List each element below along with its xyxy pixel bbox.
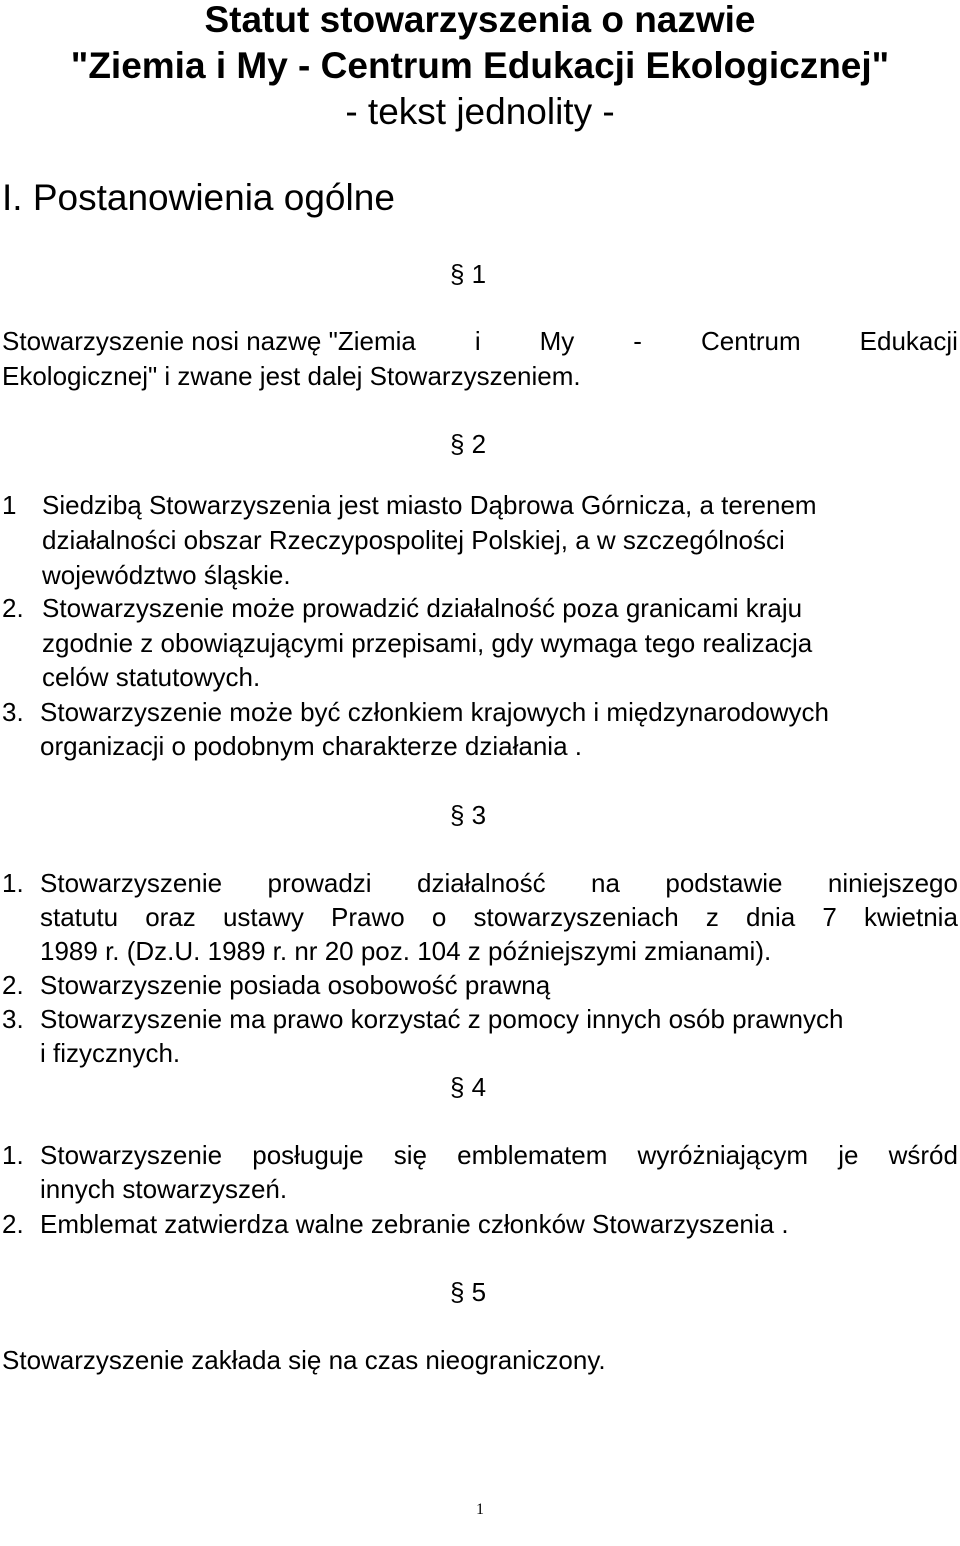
word: Centrum	[700, 326, 801, 356]
paragraph-line: Emblemat zatwierdza walne zebranie członków Stowarzyszenia .	[40, 1209, 789, 1239]
word: niniejszego	[827, 868, 958, 898]
paragraph-line	[40, 901, 958, 933]
word: o	[431, 902, 447, 932]
word: posługuje	[252, 1140, 364, 1170]
paragraph-line: organizacji o podobnym charakterze działania .	[40, 731, 582, 761]
word: i	[474, 326, 481, 356]
document-title-line1: Statut stowarzyszenia o nazwie	[204, 0, 756, 40]
list-number: 1	[2, 490, 17, 520]
word: Stowarzyszenie nosi nazwę "Ziemia	[2, 326, 416, 356]
list-number: 3.	[2, 1004, 24, 1034]
list-number: 1.	[2, 868, 24, 898]
list-number: 2.	[2, 593, 24, 623]
word: je	[838, 1140, 859, 1170]
document-subtitle: - tekst jednolity -	[345, 91, 615, 132]
paragraph-line: Stowarzyszenie posiada osobowość prawną	[40, 970, 551, 1000]
word: z	[705, 902, 719, 932]
word: Stowarzyszenie	[40, 1140, 223, 1170]
paragraph-line: Siedzibą Stowarzyszenia jest miasto Dąbrowa Górnicza, a terenem	[42, 490, 817, 520]
word: Edukacji	[859, 326, 958, 356]
word: działalność	[416, 868, 546, 898]
word: dnia	[746, 902, 796, 932]
paragraph-line: zgodnie z obowiązującymi przepisami, gdy wymaga tego realizacja	[42, 628, 813, 658]
word: ustawy	[222, 902, 304, 932]
section-2-heading: § 2	[450, 429, 487, 459]
section-1-heading: § 1	[450, 259, 487, 289]
word: oraz	[145, 902, 196, 932]
paragraph-line: Stowarzyszenie może być członkiem krajowych i międzynarodowych	[40, 697, 829, 727]
word: się	[393, 1140, 427, 1170]
list-number: 2.	[2, 970, 24, 1000]
word: emblematem	[457, 1140, 608, 1170]
word: My	[539, 326, 575, 356]
word: 7	[822, 902, 837, 932]
section-5-heading: § 5	[450, 1277, 487, 1307]
word: kwietnia	[863, 902, 958, 932]
paragraph-line: Stowarzyszenie zakłada się na czas nieograniczony.	[2, 1345, 606, 1375]
word: statutu	[40, 902, 119, 932]
word: wyróżniającym	[637, 1140, 809, 1170]
paragraph-line: działalności obszar Rzeczypospolitej Polskiej, a w szczególności	[42, 525, 785, 555]
paragraph-line: 1989 r. (Dz.U. 1989 r. nr 20 poz. 104 z późniejszymi zmianami).	[40, 936, 772, 966]
paragraph-line	[40, 1139, 958, 1171]
page-number: 1	[476, 1501, 484, 1518]
paragraph-line: i fizycznych.	[40, 1038, 181, 1068]
chapter-heading: I. Postanowienia ogólne	[2, 177, 395, 218]
section-4-heading: § 4	[450, 1072, 487, 1102]
word: Stowarzyszenie	[40, 868, 223, 898]
word: podstawie	[665, 868, 783, 898]
paragraph-line: województwo śląskie.	[42, 560, 291, 590]
word: -	[633, 326, 642, 356]
paragraph-line: celów statutowych.	[42, 662, 261, 692]
list-number: 1.	[2, 1140, 24, 1170]
list-number: 3.	[2, 697, 24, 727]
document-title-line2: "Ziemia i My - Centrum Edukacji Ekologicznej"	[70, 45, 890, 86]
word: Prawo	[331, 902, 405, 932]
word: prowadzi	[267, 868, 372, 898]
section-1-line2: Ekologicznej" i zwane jest dalej Stowarzyszeniem.	[2, 361, 581, 391]
paragraph-line: Stowarzyszenie może prowadzić działalność poza granicami kraju	[42, 593, 803, 623]
list-number: 2.	[2, 1209, 24, 1239]
section-3-heading: § 3	[450, 800, 487, 830]
paragraph-line	[40, 867, 958, 899]
word: na	[591, 868, 620, 898]
section-1-line1	[2, 325, 958, 357]
word: stowarzyszeniach	[473, 902, 679, 932]
word: wśród	[888, 1140, 958, 1170]
paragraph-line: Stowarzyszenie ma prawo korzystać z pomocy innych osób prawnych	[40, 1004, 844, 1034]
paragraph-line: innych stowarzyszeń.	[40, 1174, 288, 1204]
